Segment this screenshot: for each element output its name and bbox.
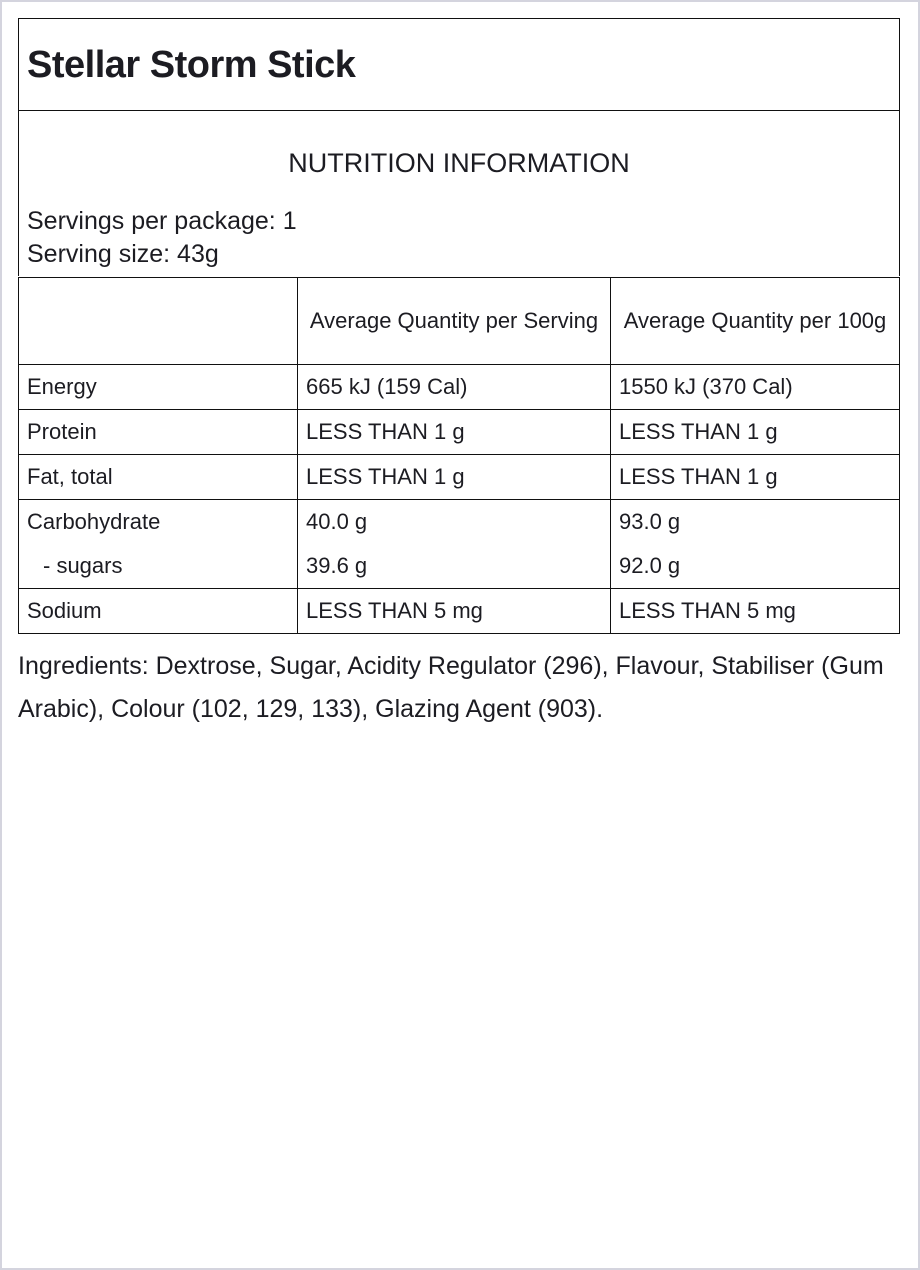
table-header-row	[19, 278, 900, 365]
per-serving-value: 40.0 g	[306, 509, 368, 534]
table-row	[19, 500, 900, 589]
per-100g-value: 93.0 g	[619, 509, 681, 534]
nutrient-name: Energy	[19, 365, 298, 410]
per-100g-cell	[611, 500, 900, 589]
title-box	[18, 18, 900, 111]
serving-size: Serving size: 43g	[27, 240, 219, 268]
ingredients-text: Ingredients: Dextrose, Sugar, Acidity Regulator (296), Flavour, Stabiliser (Gum Arabic), Colour (102, 129, 133), Glazing Agent (903).	[18, 652, 884, 723]
per-100g-value: LESS THAN 1 g	[611, 410, 900, 455]
sub-per-100g-value: 92.0 g	[619, 553, 681, 578]
column-header	[19, 278, 298, 365]
per-serving-cell	[298, 500, 611, 589]
per-100g-value: LESS THAN 1 g	[611, 455, 900, 500]
product-title: Stellar Storm Stick	[27, 44, 356, 86]
nutrient-name: Carbohydrate	[27, 509, 161, 534]
nutrition-info-header	[18, 110, 900, 276]
table-row	[19, 589, 900, 634]
nutrient-name-cell	[19, 500, 298, 589]
nutrient-name: Sodium	[19, 589, 298, 634]
sub-nutrient-name: - sugars	[43, 553, 123, 578]
per-serving-value: 665 kJ (159 Cal)	[298, 365, 611, 410]
nutrition-table	[18, 277, 900, 634]
nutrition-heading: NUTRITION INFORMATION	[288, 148, 630, 178]
per-serving-value: LESS THAN 1 g	[298, 455, 611, 500]
per-100g-value: LESS THAN 5 mg	[611, 589, 900, 634]
per-serving-value: LESS THAN 1 g	[298, 410, 611, 455]
table-row	[19, 455, 900, 500]
column-header: Average Quantity per Serving	[298, 278, 611, 365]
table-row	[19, 365, 900, 410]
sub-per-serving-value: 39.6 g	[306, 553, 368, 578]
per-100g-value: 1550 kJ (370 Cal)	[611, 365, 900, 410]
nutrient-name: Protein	[19, 410, 298, 455]
nutrient-name: Fat, total	[19, 455, 298, 500]
per-serving-value: LESS THAN 5 mg	[298, 589, 611, 634]
servings-per-package: Servings per package: 1	[27, 207, 297, 235]
table-row	[19, 410, 900, 455]
column-header: Average Quantity per 100g	[611, 278, 900, 365]
